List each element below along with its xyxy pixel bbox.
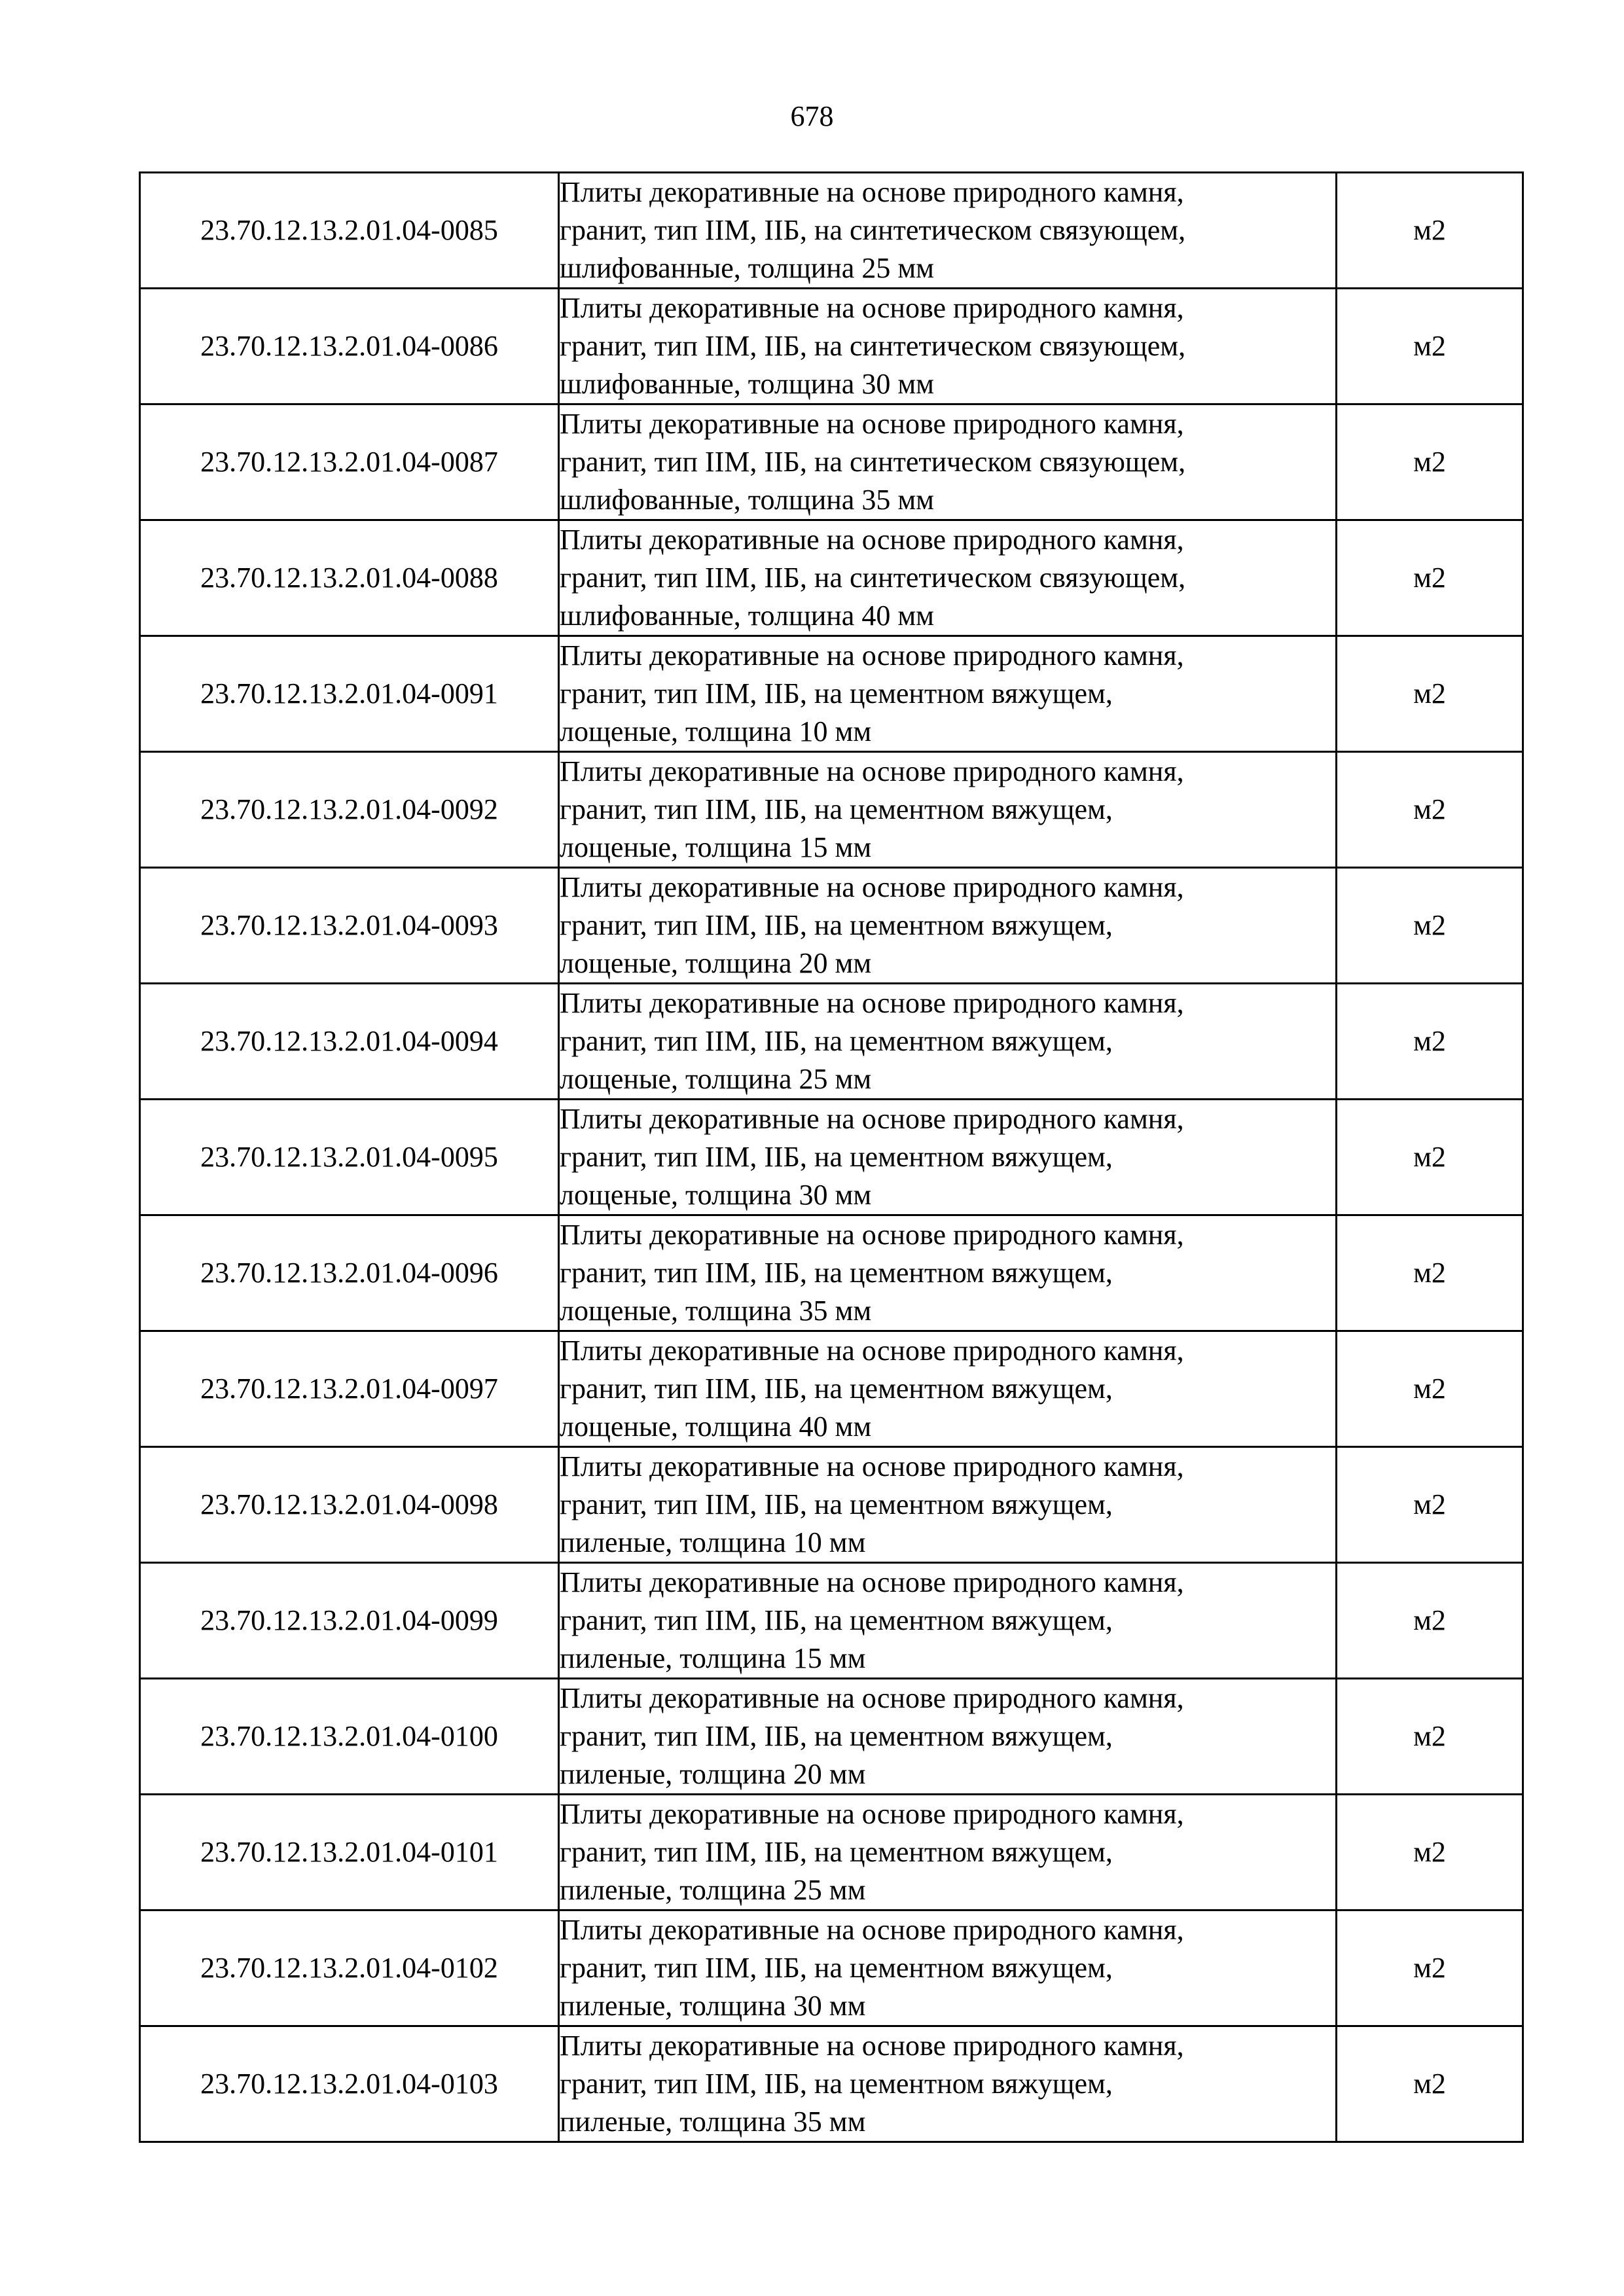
item-description-line: Плиты декоративные на основе природного камня, [560, 871, 1184, 903]
table-row [140, 752, 1523, 868]
item-description [559, 173, 1337, 289]
item-description-line: гранит, тип IIМ, IIБ, на цементном вяжущем, [560, 677, 1113, 709]
materials-table [139, 171, 1524, 2143]
table-row [140, 520, 1523, 636]
item-description-line: Плиты декоративные на основе природного камня, [560, 524, 1184, 556]
item-code: 23.70.12.13.2.01.04-0102 [140, 1910, 559, 2026]
item-description-line: лощеные, толщина 20 мм [560, 947, 872, 979]
table-row [140, 1563, 1523, 1679]
item-description-line: лощеные, толщина 40 мм [560, 1410, 872, 1443]
item-description-line: пиленые, толщина 30 мм [560, 1990, 866, 2022]
table-row [140, 1910, 1523, 2026]
item-description-line: Плиты декоративные на основе природного камня, [560, 1566, 1184, 1598]
item-description-line: гранит, тип IIМ, IIБ, на синтетическом связующем, [560, 330, 1186, 362]
table-row [140, 1100, 1523, 1215]
item-description [559, 2026, 1337, 2142]
materials-table-body [140, 173, 1523, 2142]
item-code: 23.70.12.13.2.01.04-0097 [140, 1331, 559, 1447]
item-unit: м2 [1337, 636, 1523, 752]
item-description-line: гранит, тип IIМ, IIБ, на цементном вяжущем, [560, 1372, 1113, 1405]
item-description [559, 868, 1337, 984]
item-code: 23.70.12.13.2.01.04-0094 [140, 984, 559, 1100]
item-description [559, 1563, 1337, 1679]
item-description-line: гранит, тип IIМ, IIБ, на цементном вяжущем, [560, 1488, 1113, 1520]
table-row [140, 1331, 1523, 1447]
item-description-line: пиленые, толщина 25 мм [560, 1874, 866, 1906]
item-description [559, 1795, 1337, 1910]
item-description [559, 752, 1337, 868]
table-row [140, 289, 1523, 404]
item-description [559, 984, 1337, 1100]
item-description-line: Плиты декоративные на основе природного камня, [560, 1682, 1184, 1714]
item-description-line: лощеные, толщина 15 мм [560, 831, 872, 863]
item-unit: м2 [1337, 1563, 1523, 1679]
item-unit: м2 [1337, 752, 1523, 868]
item-description-line: гранит, тип IIМ, IIБ, на синтетическом связующем, [560, 446, 1186, 478]
item-code: 23.70.12.13.2.01.04-0103 [140, 2026, 559, 2142]
item-code: 23.70.12.13.2.01.04-0099 [140, 1563, 559, 1679]
item-unit: м2 [1337, 984, 1523, 1100]
item-description-line: гранит, тип IIМ, IIБ, на синтетическом связующем, [560, 562, 1186, 594]
item-unit: м2 [1337, 1331, 1523, 1447]
item-unit: м2 [1337, 289, 1523, 404]
item-description-line: лощеные, толщина 25 мм [560, 1063, 872, 1095]
item-description-line: Плиты декоративные на основе природного камня, [560, 1798, 1184, 1830]
item-description-line: гранит, тип IIМ, IIБ, на синтетическом связующем, [560, 214, 1186, 246]
table-row [140, 1795, 1523, 1910]
table-row [140, 2026, 1523, 2142]
item-description-line: Плиты декоративные на основе природного камня, [560, 408, 1184, 440]
item-code: 23.70.12.13.2.01.04-0088 [140, 520, 559, 636]
table-row [140, 868, 1523, 984]
item-description-line: Плиты декоративные на основе природного камня, [560, 1914, 1184, 1946]
item-description-line: лощеные, толщина 10 мм [560, 715, 872, 747]
item-description-line: гранит, тип IIМ, IIБ, на цементном вяжущем, [560, 1025, 1113, 1057]
item-unit: м2 [1337, 520, 1523, 636]
item-unit: м2 [1337, 1679, 1523, 1795]
item-description-line: лощеные, толщина 35 мм [560, 1295, 872, 1327]
item-description [559, 520, 1337, 636]
table-row [140, 984, 1523, 1100]
item-description-line: шлифованные, толщина 25 мм [560, 252, 935, 284]
item-description-line: шлифованные, толщина 35 мм [560, 484, 935, 516]
item-description [559, 1215, 1337, 1331]
item-unit: м2 [1337, 1447, 1523, 1563]
item-description-line: гранит, тип IIМ, IIБ, на цементном вяжущем, [560, 2068, 1113, 2100]
item-description [559, 404, 1337, 520]
item-description-line: пиленые, толщина 20 мм [560, 1758, 866, 1790]
table-row [140, 173, 1523, 289]
table-row [140, 1679, 1523, 1795]
item-code: 23.70.12.13.2.01.04-0095 [140, 1100, 559, 1215]
item-code: 23.70.12.13.2.01.04-0085 [140, 173, 559, 289]
item-description [559, 289, 1337, 404]
table-row [140, 1447, 1523, 1563]
item-code: 23.70.12.13.2.01.04-0098 [140, 1447, 559, 1563]
item-description-line: лощеные, толщина 30 мм [560, 1179, 872, 1211]
item-description-line: шлифованные, толщина 30 мм [560, 368, 935, 400]
item-description-line: гранит, тип IIМ, IIБ, на цементном вяжущем, [560, 909, 1113, 941]
item-description-line: Плиты декоративные на основе природного камня, [560, 292, 1184, 324]
item-description-line: гранит, тип IIМ, IIБ, на цементном вяжущем, [560, 1604, 1113, 1636]
table-row [140, 404, 1523, 520]
item-unit: м2 [1337, 2026, 1523, 2142]
item-description-line: пиленые, толщина 35 мм [560, 2106, 866, 2138]
item-code: 23.70.12.13.2.01.04-0101 [140, 1795, 559, 1910]
item-code: 23.70.12.13.2.01.04-0091 [140, 636, 559, 752]
item-description-line: шлифованные, толщина 40 мм [560, 600, 935, 632]
item-code: 23.70.12.13.2.01.04-0092 [140, 752, 559, 868]
item-description-line: Плиты декоративные на основе природного камня, [560, 639, 1184, 672]
item-description [559, 1447, 1337, 1563]
item-unit: м2 [1337, 404, 1523, 520]
item-unit: м2 [1337, 1910, 1523, 2026]
page-number: 678 [790, 100, 834, 132]
item-description-line: Плиты декоративные на основе природного камня, [560, 1450, 1184, 1482]
item-unit: м2 [1337, 868, 1523, 984]
item-description-line: Плиты декоративные на основе природного камня, [560, 755, 1184, 787]
item-description [559, 1679, 1337, 1795]
item-code: 23.70.12.13.2.01.04-0086 [140, 289, 559, 404]
item-description-line: гранит, тип IIМ, IIБ, на цементном вяжущем, [560, 1141, 1113, 1173]
table-row [140, 1215, 1523, 1331]
item-code: 23.70.12.13.2.01.04-0100 [140, 1679, 559, 1795]
item-description [559, 636, 1337, 752]
item-code: 23.70.12.13.2.01.04-0093 [140, 868, 559, 984]
item-description-line: гранит, тип IIМ, IIБ, на цементном вяжущем, [560, 1257, 1113, 1289]
item-description-line: Плиты декоративные на основе природного камня, [560, 176, 1184, 208]
item-description-line: гранит, тип IIМ, IIБ, на цементном вяжущем, [560, 793, 1113, 825]
item-description-line: пиленые, толщина 15 мм [560, 1642, 866, 1674]
item-code: 23.70.12.13.2.01.04-0087 [140, 404, 559, 520]
item-description-line: Плиты декоративные на основе природного камня, [560, 987, 1184, 1019]
item-description [559, 1100, 1337, 1215]
item-unit: м2 [1337, 1100, 1523, 1215]
item-description-line: гранит, тип IIМ, IIБ, на цементном вяжущем, [560, 1720, 1113, 1752]
table-row [140, 636, 1523, 752]
item-unit: м2 [1337, 1215, 1523, 1331]
item-unit: м2 [1337, 1795, 1523, 1910]
item-description-line: Плиты декоративные на основе природного камня, [560, 1219, 1184, 1251]
item-description [559, 1910, 1337, 2026]
item-description-line: пиленые, толщина 10 мм [560, 1526, 866, 1558]
item-description-line: гранит, тип IIМ, IIБ, на цементном вяжущем, [560, 1836, 1113, 1868]
item-unit: м2 [1337, 173, 1523, 289]
item-description [559, 1331, 1337, 1447]
item-description-line: Плиты декоративные на основе природного камня, [560, 1103, 1184, 1135]
item-code: 23.70.12.13.2.01.04-0096 [140, 1215, 559, 1331]
item-description-line: Плиты декоративные на основе природного камня, [560, 2030, 1184, 2062]
item-description-line: Плиты декоративные на основе природного камня, [560, 1335, 1184, 1367]
item-description-line: гранит, тип IIМ, IIБ, на цементном вяжущем, [560, 1952, 1113, 1984]
